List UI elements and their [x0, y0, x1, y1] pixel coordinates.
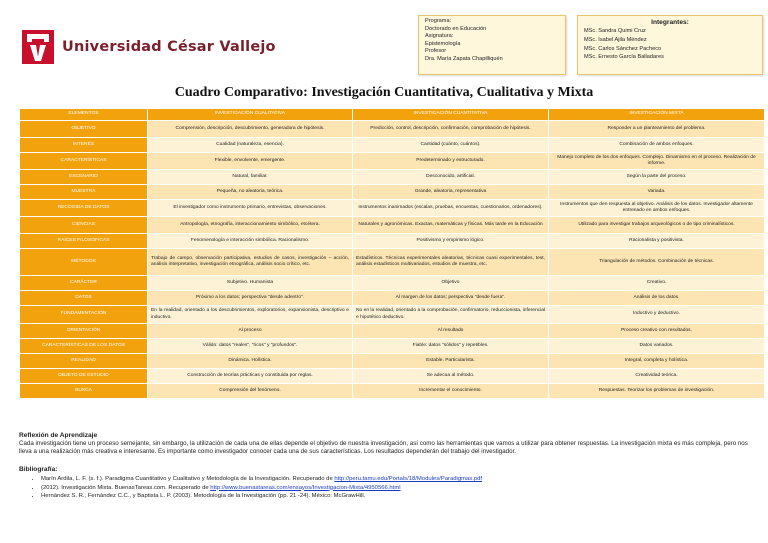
table-cell: Fiable: datos "sólidos" y repetibles. — [353, 339, 549, 354]
program-line: Dra. María Zapata Chapilliquén — [425, 55, 503, 62]
row-label: CARACTERÍSTICAS — [20, 153, 148, 170]
row-label: RECOGIDA DE DATOS — [20, 200, 148, 217]
table-row — [20, 217, 765, 234]
table-row — [20, 354, 765, 369]
members-info-box — [577, 15, 763, 75]
table-cell: Integral, completa y holística. — [549, 354, 765, 369]
bibliography-section — [19, 466, 761, 501]
table-cell: Incrementar el conocimiento. — [353, 384, 549, 399]
table-cell: Inductivo y deductivo. — [549, 306, 765, 324]
table-row — [20, 291, 765, 306]
table-cell: Datos variados. — [549, 339, 765, 354]
member-name: MSc. Sandra Quimi Cruz — [584, 28, 646, 34]
table-cell: Subjetivo. Humanista — [148, 276, 353, 291]
column-header: INVESTIGACIÓN MIXTA — [549, 109, 765, 121]
table-cell: Instrumentos inanimados (escalas, pruebas, encuestas, cuestionarios, ordenadores). — [353, 200, 549, 217]
row-label: BUSCA — [20, 384, 148, 399]
table-row — [20, 234, 765, 249]
table-row — [20, 339, 765, 354]
row-label: OBJETIVO — [20, 121, 148, 138]
table-cell: Al resultado — [353, 324, 549, 339]
table-cell: Combinación de ambos enfoques. — [549, 138, 765, 153]
university-name: Universidad César Vallejo — [62, 39, 276, 55]
table-cell: Según la parte del proceso. — [549, 170, 765, 185]
table-cell: Creatividad teórica. — [549, 369, 765, 384]
table-row — [20, 153, 765, 170]
reflection-heading: Reflexión de Aprendizaje — [19, 432, 98, 439]
column-header: ELEMENTOS — [20, 109, 148, 121]
row-label: INTERÉS — [20, 138, 148, 153]
row-label: DATOS — [20, 291, 148, 306]
row-label: ORIENTACIÓN — [20, 324, 148, 339]
table-cell: Construcción de teorías prácticas y constituida por reglas. — [148, 369, 353, 384]
members-title: Integrantes: — [651, 19, 689, 26]
table-cell: Válido: datos "reales", "ricos" y "profundos". — [148, 339, 353, 354]
table-cell: Responder a un planteamiento del problema. — [549, 121, 765, 138]
bibliography-text: Hernández S. R., Fernández C.C., y Baptista L. P. (2003). Metodología de la Investigación (pp. 21 -24). México: McGrawHill. — [41, 493, 366, 500]
row-label: MUESTRA — [20, 185, 148, 200]
row-label: CIENCIAS — [20, 217, 148, 234]
row-label: FUNDAMENTACIÓN — [20, 306, 148, 324]
university-shield-icon — [22, 30, 54, 64]
table-cell: Respuestas. Teorizar los problemas de investigación. — [549, 384, 765, 399]
program-line: Epistemología — [425, 40, 461, 47]
bibliography-link[interactable]: http://www.buenastareas.com/ensayos/Investigacion-Mixta/4950566.html — [210, 484, 401, 491]
table-cell: Al margen de los datos; perspectiva "desde fuera". — [353, 291, 549, 306]
table-cell: Positivismo y empirismo lógico. — [353, 234, 549, 249]
row-label: ESCENARIO — [20, 170, 148, 185]
bibliography-heading: Bibliografía: — [19, 466, 58, 473]
table-row — [20, 324, 765, 339]
table-cell: En la realidad, orientado a los descubrimientos, exploratorios, expansionista, descriptivo e inductivo. — [148, 306, 353, 324]
document-title: Cuadro Comparativo: Investigación Cuantitativa, Cualitativa y Mixta — [174, 85, 594, 100]
table-cell: Estable. Particularista. — [353, 354, 549, 369]
table-body — [20, 121, 765, 399]
row-label: CARÁCTER — [20, 276, 148, 291]
table-row — [20, 138, 765, 153]
table-cell: Comprensión del fenómeno. — [148, 384, 353, 399]
bibliography-item — [41, 492, 761, 501]
table-cell: Trabajo de campo, observación participativa, estudios de casos, investigación – acción, análisis interpretativo, investigación etnográfica, análisis socio crítico, etc. — [148, 249, 353, 276]
table-cell: Pequeña, no aleatoria, teórica. — [148, 185, 353, 200]
table-cell: Al proceso — [148, 324, 353, 339]
table-cell: Natural, familiar. — [148, 170, 353, 185]
table-cell: Manejo completo de los dos enfoques. Complejo. Dinamismo en el proceso. Realización de informe. — [549, 153, 765, 170]
table-cell: Estadísticos. Técnicas experimentales aleatorias, técnicas cuasi experimentales, test, análisis estadísticos multivariados, estudios de muestra, etc. — [353, 249, 549, 276]
table-cell: Proceso creativo con resultados. — [549, 324, 765, 339]
member-name: MSc. Isabel Ajila Méndez — [584, 36, 647, 43]
university-logo — [22, 30, 276, 64]
table-cell: Comprensión, descripción, descubrimiento, generadora de hipótesis. — [148, 121, 353, 138]
table-cell: Racionalista y positivista. — [549, 234, 765, 249]
row-label: MÉTODOS — [20, 249, 148, 276]
bibliography-text: Marín Ardila, L. F. (s. f.). Paradigma Cuantitativo y Cualitativo y Metodología de la Investigación. Recuperado de — [41, 476, 335, 482]
table-row — [20, 369, 765, 384]
table-cell: Predeterminado y estructurado. — [353, 153, 549, 170]
member-name: MSc. Ernesto García Balladares — [584, 54, 664, 61]
member-name: MSc. Carlos Sánchez Pacheco — [584, 45, 662, 52]
table-header-row — [20, 109, 765, 121]
table-cell: Flexible, envolvente, emergente. — [148, 153, 353, 170]
row-label: RAÍCES FILOSÓFICAS — [20, 234, 148, 249]
table-cell: Grande, aleatoria, representativa — [353, 185, 549, 200]
program-line: Programa: — [425, 18, 452, 24]
table-cell: El investigador como instrumento primario, entrevistas, observaciones. — [148, 200, 353, 217]
comparison-table — [19, 108, 765, 399]
table-row — [20, 384, 765, 399]
table-cell: Instrumentos que den respuesta al objetivo. Análisis de los datos. Investigador altamente entrenado en ambos enfoques. — [549, 200, 765, 217]
table-cell: Cantidad (cuánto, cuántos). — [353, 138, 549, 153]
table-cell: Antropología, etnografía, interaccionamiento simbólico, etcétera. — [148, 217, 353, 234]
column-header: INVESTIGACIÓN CUALITATIVA — [148, 109, 353, 121]
row-label: CARACTERÍSTICAS DE LOS DATOS — [20, 339, 148, 354]
bibliography-item — [41, 475, 761, 484]
table-cell: Análisis de los datos. — [549, 291, 765, 306]
bibliography-text: (2012). Investigación Mixta. BuenasTareas.com. Recuperado de — [41, 484, 211, 491]
table-cell: Creativo. — [549, 276, 765, 291]
table-cell: Predicción, control, descripción, confirmación, comprobación de hipótesis. — [353, 121, 549, 138]
table-row — [20, 200, 765, 217]
table-cell: Objetivo — [353, 276, 549, 291]
program-line: Doctorado en Educación — [425, 25, 487, 32]
table-cell: Triangulación de métodos. Combinación de técnicas. — [549, 249, 765, 276]
table-row — [20, 170, 765, 185]
bibliography-item — [41, 484, 761, 493]
row-label: OBJETO DE ESTUDIO — [20, 369, 148, 384]
reflection-section — [19, 432, 761, 456]
reflection-body: Cada investigación tiene un proceso semejante, sin embargo, la utilización de cada una de ellas depende el objetivo de nuestra investigación, así como las herramientas que vamos a utilizar para obtener respuestas. La investigación mixta es más compleja, pero nos lleva a una realización más creativa e interesante. Es importante como investigador conocer cada una de sus características. Los resultados dependerán del trabajo del investigador. — [19, 440, 748, 455]
table-row — [20, 249, 765, 276]
table-cell: Cualidad (naturaleza, esencia). — [148, 138, 353, 153]
table-cell: Fenomenología e interacción simbólica. Racionalismo. — [148, 234, 353, 249]
program-line: Asignatura: — [425, 33, 454, 40]
table-cell: Se adecua al método. — [353, 369, 549, 384]
table-row — [20, 276, 765, 291]
table-cell: Utilizado para investigar trabajos arqueológicos o de tipo criminalísticos. — [549, 217, 765, 234]
table-cell: No en la realidad, orientado a la comprobación, confirmatorio, reduccionista, inferencial e hipotético deductivo. — [353, 306, 549, 324]
table-cell: Dinámica. Holística. — [148, 354, 353, 369]
table-cell: Próximo a los datos; perspectiva "desde adentro". — [148, 291, 353, 306]
table-cell: Naturales y agronómicas. Exactas, matemáticas y físicas. Más tarde en la Educación — [353, 217, 549, 234]
table-cell: Desconocido, artificial. — [353, 170, 549, 185]
column-header: INVESTIGACIÓN CUANTITATIVA — [353, 109, 549, 121]
program-info-box — [418, 15, 566, 75]
table-row — [20, 185, 765, 200]
row-label: REALIDAD — [20, 354, 148, 369]
table-row — [20, 306, 765, 324]
table-cell: Variada. — [549, 185, 765, 200]
bibliography-list — [19, 475, 761, 501]
bibliography-link[interactable]: http://peru.tamu.edu/Portals/18/Modules/Paradigmas.pdf — [334, 476, 483, 482]
program-line: Profesor — [425, 48, 447, 55]
table-row — [20, 121, 765, 138]
